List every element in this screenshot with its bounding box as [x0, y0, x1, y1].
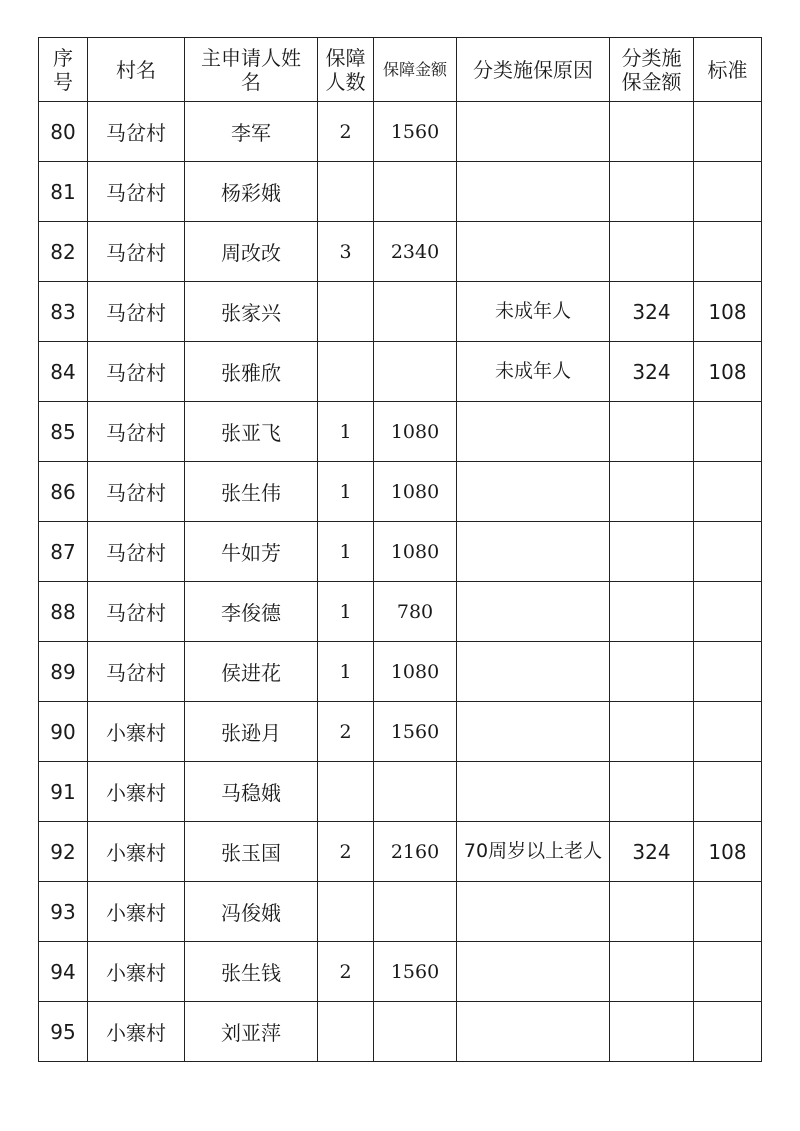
- cell-amount: 1080: [374, 642, 457, 702]
- cell-amount: 1560: [374, 942, 457, 1002]
- cell-people: 2: [318, 942, 374, 1002]
- cell-class-amount: [610, 1002, 694, 1062]
- cell-applicant: 李军: [185, 102, 318, 162]
- cell-applicant: 张家兴: [185, 282, 318, 342]
- cell-standard: [694, 582, 762, 642]
- cell-amount: [374, 1002, 457, 1062]
- header-amount: 保障金额: [374, 38, 457, 102]
- cell-village: 马岔村: [88, 102, 185, 162]
- cell-class-amount: [610, 162, 694, 222]
- cell-class-amount: [610, 462, 694, 522]
- table-row: [39, 822, 762, 882]
- header-class-amount: 分类施保金额: [610, 38, 694, 102]
- header-applicant: 主申请人姓名: [185, 38, 318, 102]
- cell-village: 马岔村: [88, 402, 185, 462]
- cell-applicant: 张玉国: [185, 822, 318, 882]
- cell-people: 2: [318, 702, 374, 762]
- cell-standard: [694, 882, 762, 942]
- cell-no: 81: [39, 162, 88, 222]
- cell-applicant: 李俊德: [185, 582, 318, 642]
- cell-applicant: 周改改: [185, 222, 318, 282]
- cell-applicant: 张逊月: [185, 702, 318, 762]
- cell-village: 马岔村: [88, 582, 185, 642]
- table-row: [39, 1002, 762, 1062]
- cell-village: 马岔村: [88, 342, 185, 402]
- cell-people: 1: [318, 582, 374, 642]
- cell-village: 小寨村: [88, 762, 185, 822]
- cell-class-amount: [610, 702, 694, 762]
- cell-amount: 2160: [374, 822, 457, 882]
- cell-applicant: 刘亚萍: [185, 1002, 318, 1062]
- cell-village: 小寨村: [88, 942, 185, 1002]
- cell-class-amount: [610, 942, 694, 1002]
- cell-no: 82: [39, 222, 88, 282]
- cell-reason: [457, 522, 610, 582]
- cell-reason: 70周岁以上老人: [457, 822, 610, 882]
- cell-no: 95: [39, 1002, 88, 1062]
- cell-people: 1: [318, 462, 374, 522]
- cell-standard: [694, 942, 762, 1002]
- cell-standard: [694, 162, 762, 222]
- cell-amount: [374, 762, 457, 822]
- cell-no: 83: [39, 282, 88, 342]
- cell-applicant: 马稳娥: [185, 762, 318, 822]
- cell-standard: 108: [694, 342, 762, 402]
- table-row: [39, 642, 762, 702]
- cell-applicant: 牛如芳: [185, 522, 318, 582]
- table-row: [39, 582, 762, 642]
- table-row: [39, 522, 762, 582]
- roster-table: [38, 37, 762, 1062]
- cell-applicant: 杨彩娥: [185, 162, 318, 222]
- cell-standard: [694, 462, 762, 522]
- assistance-roster: [38, 37, 761, 1062]
- table-row: [39, 702, 762, 762]
- cell-no: 88: [39, 582, 88, 642]
- cell-reason: [457, 642, 610, 702]
- cell-no: 84: [39, 342, 88, 402]
- cell-applicant: 冯俊娥: [185, 882, 318, 942]
- cell-people: [318, 162, 374, 222]
- cell-class-amount: 324: [610, 282, 694, 342]
- cell-reason: [457, 762, 610, 822]
- cell-reason: 未成年人: [457, 282, 610, 342]
- cell-people: 2: [318, 822, 374, 882]
- cell-people: [318, 342, 374, 402]
- cell-reason: [457, 702, 610, 762]
- cell-no: 85: [39, 402, 88, 462]
- cell-class-amount: [610, 642, 694, 702]
- cell-people: [318, 282, 374, 342]
- cell-people: 2: [318, 102, 374, 162]
- cell-people: [318, 762, 374, 822]
- header-people: 保障人数: [318, 38, 374, 102]
- cell-people: 1: [318, 642, 374, 702]
- table-row: [39, 762, 762, 822]
- cell-reason: [457, 222, 610, 282]
- cell-amount: 1080: [374, 462, 457, 522]
- cell-village: 马岔村: [88, 462, 185, 522]
- table-header: [39, 38, 762, 102]
- cell-village: 小寨村: [88, 1002, 185, 1062]
- cell-class-amount: [610, 762, 694, 822]
- cell-class-amount: 324: [610, 342, 694, 402]
- cell-amount: [374, 342, 457, 402]
- table-row: [39, 282, 762, 342]
- cell-village: 马岔村: [88, 282, 185, 342]
- cell-amount: 2340: [374, 222, 457, 282]
- cell-no: 94: [39, 942, 88, 1002]
- table-row: [39, 882, 762, 942]
- cell-amount: [374, 162, 457, 222]
- cell-standard: [694, 222, 762, 282]
- cell-reason: [457, 942, 610, 1002]
- cell-no: 86: [39, 462, 88, 522]
- cell-village: 小寨村: [88, 882, 185, 942]
- table-row: [39, 162, 762, 222]
- cell-village: 马岔村: [88, 222, 185, 282]
- cell-people: [318, 882, 374, 942]
- cell-amount: 1560: [374, 702, 457, 762]
- header-no: 序号: [39, 38, 88, 102]
- cell-standard: [694, 1002, 762, 1062]
- cell-reason: [457, 402, 610, 462]
- cell-class-amount: [610, 582, 694, 642]
- header-row: [39, 38, 762, 102]
- header-village: 村名: [88, 38, 185, 102]
- cell-amount: 780: [374, 582, 457, 642]
- cell-people: [318, 1002, 374, 1062]
- cell-class-amount: [610, 402, 694, 462]
- table-row: [39, 342, 762, 402]
- cell-village: 小寨村: [88, 822, 185, 882]
- cell-applicant: 张生钱: [185, 942, 318, 1002]
- cell-class-amount: [610, 222, 694, 282]
- cell-amount: [374, 282, 457, 342]
- cell-reason: 未成年人: [457, 342, 610, 402]
- cell-applicant: 侯进花: [185, 642, 318, 702]
- cell-reason: [457, 102, 610, 162]
- cell-no: 91: [39, 762, 88, 822]
- cell-applicant: 张雅欣: [185, 342, 318, 402]
- cell-no: 90: [39, 702, 88, 762]
- cell-applicant: 张生伟: [185, 462, 318, 522]
- cell-no: 87: [39, 522, 88, 582]
- cell-standard: [694, 522, 762, 582]
- cell-reason: [457, 1002, 610, 1062]
- cell-village: 马岔村: [88, 642, 185, 702]
- cell-class-amount: [610, 102, 694, 162]
- cell-amount: 1560: [374, 102, 457, 162]
- cell-class-amount: [610, 882, 694, 942]
- cell-no: 92: [39, 822, 88, 882]
- table-row: [39, 102, 762, 162]
- cell-standard: [694, 402, 762, 462]
- header-standard: 标准: [694, 38, 762, 102]
- table-row: [39, 222, 762, 282]
- cell-no: 93: [39, 882, 88, 942]
- cell-village: 马岔村: [88, 162, 185, 222]
- header-reason: 分类施保原因: [457, 38, 610, 102]
- table-row: [39, 402, 762, 462]
- cell-people: 3: [318, 222, 374, 282]
- cell-amount: 1080: [374, 522, 457, 582]
- cell-reason: [457, 882, 610, 942]
- cell-amount: 1080: [374, 402, 457, 462]
- table-row: [39, 942, 762, 1002]
- cell-standard: 108: [694, 282, 762, 342]
- cell-village: 马岔村: [88, 522, 185, 582]
- cell-class-amount: [610, 522, 694, 582]
- table-body: [39, 102, 762, 1062]
- cell-standard: [694, 702, 762, 762]
- cell-people: 1: [318, 402, 374, 462]
- cell-reason: [457, 582, 610, 642]
- cell-amount: [374, 882, 457, 942]
- cell-no: 80: [39, 102, 88, 162]
- cell-village: 小寨村: [88, 702, 185, 762]
- cell-applicant: 张亚飞: [185, 402, 318, 462]
- cell-people: 1: [318, 522, 374, 582]
- cell-standard: [694, 642, 762, 702]
- cell-reason: [457, 462, 610, 522]
- table-row: [39, 462, 762, 522]
- cell-no: 89: [39, 642, 88, 702]
- cell-standard: [694, 762, 762, 822]
- cell-class-amount: 324: [610, 822, 694, 882]
- cell-standard: 108: [694, 822, 762, 882]
- cell-reason: [457, 162, 610, 222]
- cell-standard: [694, 102, 762, 162]
